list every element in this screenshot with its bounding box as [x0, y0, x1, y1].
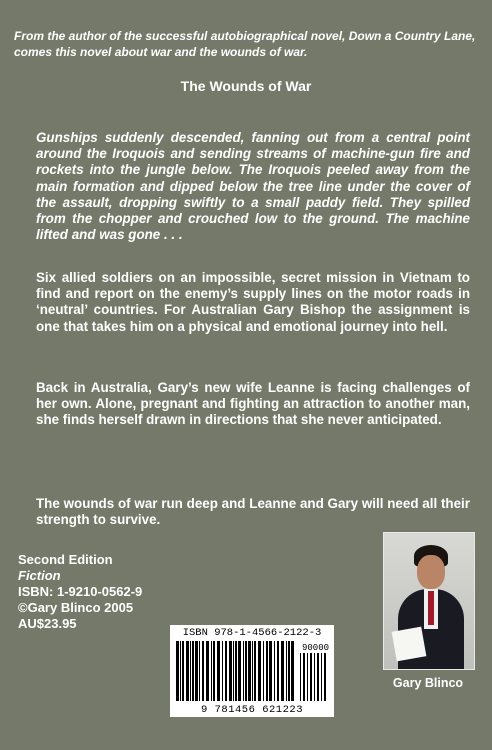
author-photo	[383, 532, 475, 670]
copyright-label: ©Gary Blinco 2005	[18, 600, 134, 615]
barcode-bars	[174, 641, 330, 703]
barcode-addon-digits: 90000	[302, 643, 330, 653]
genre-label: Fiction	[18, 568, 61, 583]
author-photo-caption: Gary Blinco	[392, 676, 464, 690]
barcode-digits: 9 781456 621223	[200, 704, 303, 716]
synopsis-paragraph-3: The wounds of war run deep and Leanne and Gary will need all their strength to survive.	[36, 496, 470, 528]
edition-info	[18, 552, 142, 632]
synopsis-paragraph-1: Six allied soldiers on an impossible, secret mission in Vietnam to find and report on the enemy’s supply lines on the motor roads in ‘neutral’ countries. For Australian Gary Bishop the assignment is one that takes him on a physical and emotional journey into hell.	[36, 270, 470, 334]
book-title: The Wounds of War	[180, 78, 312, 94]
barcode-isbn-text: ISBN 978-1-4566-2122-3	[182, 627, 322, 639]
barcode	[170, 625, 334, 717]
price-label: AU$23.95	[18, 616, 77, 631]
excerpt-paragraph: Gunships suddenly descended, fanning out from a central point around the Iroquois and sending streams of machine-gun fire and rockets into the jungle below. The Iroquois peeled away from the main formation and dipped below the tree line under the cover of the assault, dropping swiftly to a small paddy field. They spilled from the chopper and crouched low to the ground. The machine lifted and was gone . . .	[36, 130, 470, 243]
edition-label: Second Edition	[18, 552, 113, 567]
synopsis-paragraph-2: Back in Australia, Gary’s new wife Leanne is facing challenges of her own. Alone, pregnant and fighting an attraction to another man, she finds herself drawn in directions that she never anticipated.	[36, 380, 470, 428]
isbn-label: ISBN: 1-9210-0562-9	[18, 584, 143, 599]
intro-text: From the author of the successful autobiographical novel, Down a Country Lane, comes this novel about war and the wounds of war.	[14, 29, 476, 59]
